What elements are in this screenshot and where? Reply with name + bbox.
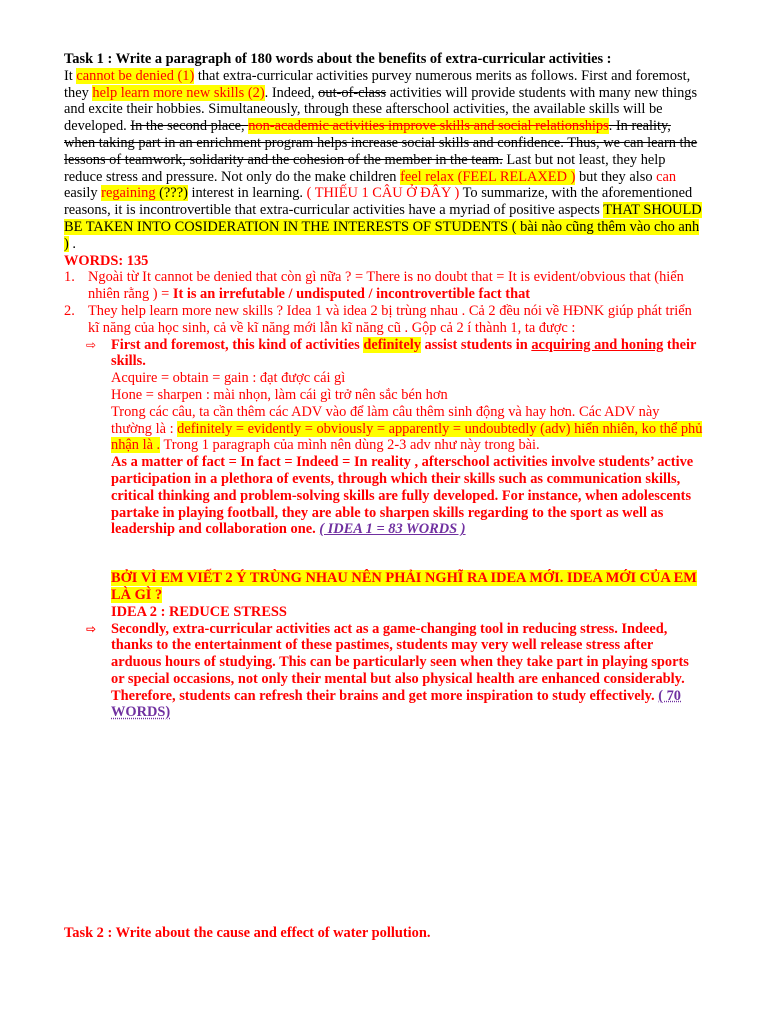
highlight-should: THAT SHOULD BE TAKEN INTO COSIDERATION IN THE INTERESTS OF STUDENTS ( bài nào cũng thêm vào cho anh ): [64, 202, 702, 252]
list-item: [64, 303, 704, 337]
list-item: [64, 269, 704, 303]
strike-reality: . In reality, when taking part in an enrichment program helps increase social skills and confidence. Thus, we can learn the lessons of teamwork, solidarity and the cohesion of the member in the team.: [64, 118, 698, 168]
list-number: 1.: [64, 269, 75, 286]
highlight-help: help learn more new skills (2): [92, 84, 265, 101]
document-page: [64, 51, 704, 721]
text-run: Trong 1 paragraph của mình nên dùng 2-3 adv như này trong bài.: [160, 437, 540, 454]
highlight-question: (???): [155, 185, 188, 202]
highlight-regaining: regaining: [101, 185, 156, 202]
text-run: First and foremost, this kind of activities: [111, 336, 364, 353]
text-run: . Indeed,: [264, 84, 319, 101]
acquire-note: Acquire = obtain = gain : đạt được cái gì: [111, 370, 346, 387]
sub-point-idea1: [64, 337, 704, 539]
highlight-feel-relax: feel relax (FEEL RELAXED ): [400, 168, 576, 185]
text-run: assist students in: [420, 336, 532, 353]
hone-note: Hone = sharpen : mài nhọn, làm cái gì trở nên sắc bén hơn: [111, 386, 448, 403]
text-run: interest in learning.: [187, 185, 307, 202]
feedback-list: [64, 269, 704, 336]
list-number: 2.: [64, 302, 75, 319]
new-idea-block: [64, 570, 704, 620]
idea2-word-count: ( 70 WORDS): [111, 687, 681, 721]
text-run: To summarize, with the aforementioned reasons, it is incontrovertible that extra-curricular activities have a myriad of positive aspects: [64, 185, 693, 219]
item2-text: They help learn more new skills ? Idea 1 và idea 2 bị trùng nhau . Cả 2 đều nói về HĐNK giúp phát triển kĩ năng của học sinh, cả về kĩ năng mới lẫn kĩ năng cũ . Gộp cả 2 í thành 1, ta được :: [88, 302, 692, 336]
highlight-new-idea-question: BỞI VÌ EM VIẾT 2 Ý TRÙNG NHAU NÊN PHẢI NGHĨ RA IDEA MỚI. IDEA MỚI CỦA EM LÀ GÌ ?: [111, 570, 697, 603]
text-run: but they also: [575, 168, 657, 185]
strike-second-place: In the second place,: [130, 118, 249, 135]
text-run: Last but not least, they help reduce stress and pressure. Not only do the make children: [64, 151, 666, 185]
text-run: Trong các câu, ta cần thêm các ADV vào để làm câu thêm sinh động và hay hơn. Các ADV này thường là :: [111, 403, 660, 437]
idea2-heading: IDEA 2 : REDUCE STRESS: [111, 603, 287, 620]
task2-title: Task 2 : Write about the cause and effect of water pollution.: [64, 925, 431, 941]
adv-note: [111, 404, 704, 454]
highlight-denied: cannot be denied (1): [76, 67, 195, 84]
fact-paragraph: [111, 454, 704, 538]
highlight-definitely: definitely: [363, 336, 421, 353]
text-run: that extra-curricular activities purvey numerous merits as follows. First and foremost, they: [64, 67, 691, 101]
text-run: It: [64, 67, 77, 84]
text-run: their skills.: [111, 336, 697, 370]
spacer: [64, 538, 704, 570]
word-count: WORDS: 135: [64, 252, 149, 269]
strike-non-academic: non-academic activities improve skills and social relationships: [248, 118, 609, 135]
strike-outofclass: out-of-class: [318, 84, 387, 101]
text-run: activities will provide students with many new things and excite their hobbies. Simultaneously, through these afterschool activities, the available skills will be developed.: [64, 84, 698, 135]
highlight-adv-list: definitely = evidently = obviously = apparently = undoubtedly (adv) hiển nhiên, ko thể phủ nhận là .: [111, 420, 703, 454]
text-run: Secondly, extra-curricular activities act as a game-changing tool in reducing stress. Indeed, thanks to the entertainment of these pastimes, students may very well release stress after arduous hours of studying. This can be particularly seen when they take part in playing sports or special occasions, not only their mental but also physical health are enhanced considerably. Therefore, students can refresh their brains and get more inspiration to study effectively.: [111, 620, 689, 704]
task1-paragraph: [64, 68, 704, 253]
text-run: .: [68, 235, 76, 252]
correction-can: can: [656, 168, 677, 185]
arrow-bullet-icon: ⇨: [86, 337, 97, 352]
item1-bold: It is an irrefutable / undisputed / incontrovertible fact that: [172, 286, 531, 303]
underline-acquiring: acquiring and honing: [531, 336, 664, 353]
item1-text: Ngoài từ It cannot be denied that còn gì nữa ? = There is no doubt that = It is evident/obvious that (hiển nhiên rằng ) =: [88, 269, 684, 303]
text-run: easily: [64, 185, 102, 202]
task1-title: Task 1 : Write a paragraph of 180 words about the benefits of extra-curricular activities :: [64, 51, 612, 67]
idea1-word-count: ( IDEA 1 = 83 WORDS ): [319, 521, 466, 538]
text-run: As a matter of fact = In fact = Indeed = In reality , afterschool activities involve students’ active participation in a plethora of events, through which their skills such as communication skills, critical thinking and problem-solving skills are fully developed. For instance, when adolescents partake in playing football, they are able to sharpen skills regarding to the sport as well as leadership and collaboration one.: [111, 454, 694, 538]
arrow-bullet-icon: ⇨: [86, 621, 97, 636]
sub-point-idea2: [64, 621, 704, 722]
comment-missing-sentence: ( THIẾU 1 CÂU Ở ĐÂY ): [306, 185, 460, 202]
